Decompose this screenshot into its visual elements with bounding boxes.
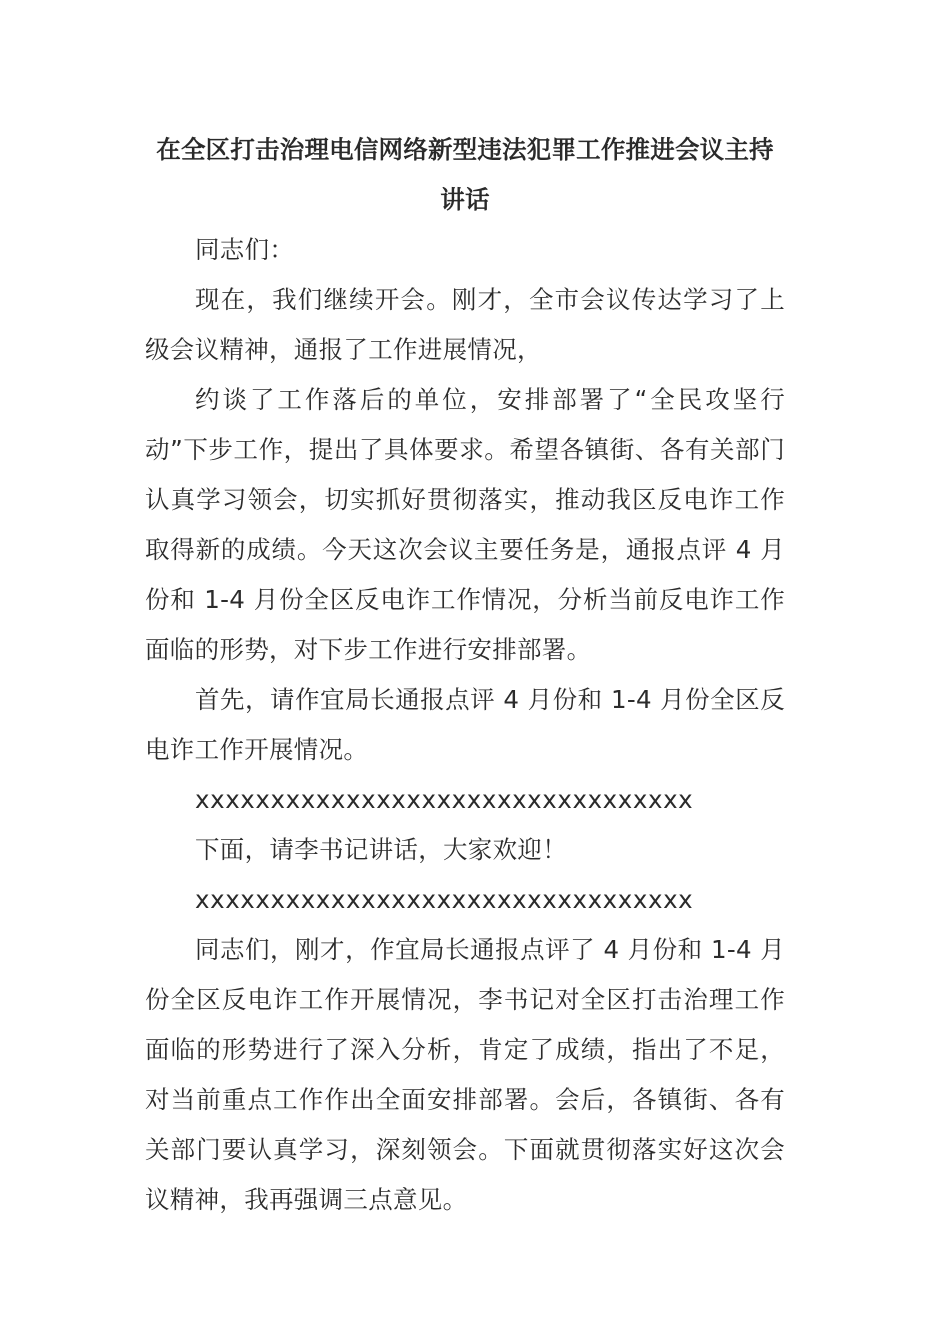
paragraph-first-report: 首先，请作宜局长通报点评 4 月份和 1-4 月份全区反电诈工作开展情况。 xyxy=(145,685,785,764)
paragraph-closing: 同志们，刚才，作宜局长通报点评了 4 月份和 1-4 月份全区反电诈工作开展情况，李书记对全区打击治理工作面临的形势进行了深入分析，肯定了成绩，指出了不足，对当前重点工作作出全面安排部署。会后，各镇街、各有关部门要认真学习，深刻领会。下面就贯彻落实好这次会议精神，我再强调三点意见。 xyxy=(145,935,785,1214)
title-line-1: 在全区打击治理电信网络新型违法犯罪工作推进会议主持 xyxy=(156,135,774,164)
title-line-2: 讲话 xyxy=(440,185,490,214)
placeholder-line: xxxxxxxxxxxxxxxxxxxxxxxxxxxxxxxxx xyxy=(195,785,694,814)
paragraph-meeting-tasks: 约谈了工作落后的单位，安排部署了“全民攻坚行动”下步工作，提出了具体要求。希望各镇街、各有关部门认真学习领会，切实抓好贯彻落实，推动我区反电诈工作取得新的成绩。今天这次会议主要任务是，通报点评 4 月份和 1-4 月份全区反电诈工作情况，分析当前反电诈工作面临的形势，对下步工作进行安排部署。 xyxy=(145,385,785,664)
paragraph-salutation: 同志们： xyxy=(195,235,295,264)
placeholder-line: xxxxxxxxxxxxxxxxxxxxxxxxxxxxxxxxx xyxy=(195,885,694,914)
paragraph-opening: 现在，我们继续开会。刚才，全市会议传达学习了上级会议精神，通报了工作进展情况， xyxy=(145,285,785,364)
document-title xyxy=(145,125,785,225)
document-page xyxy=(145,125,785,1225)
paragraph-invite-speech: 下面，请李书记讲话，大家欢迎！ xyxy=(195,835,567,864)
